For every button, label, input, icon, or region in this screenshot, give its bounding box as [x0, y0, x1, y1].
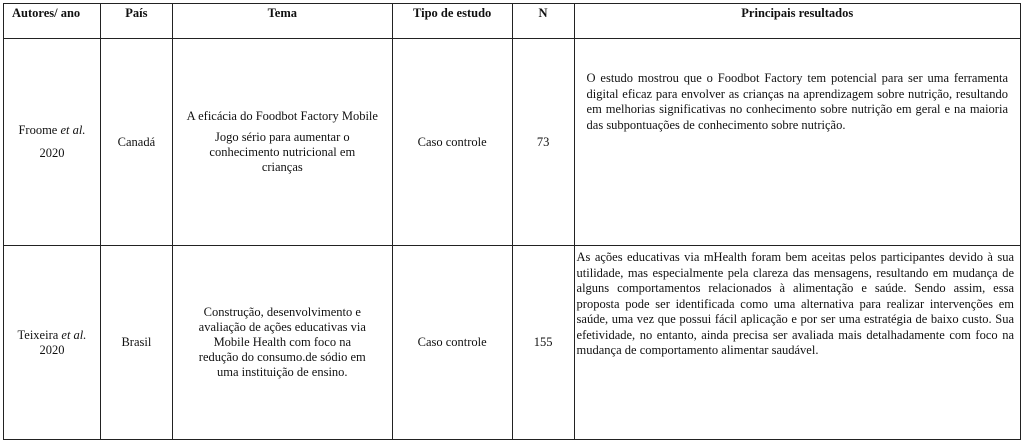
- header-study-type: Tipo de estudo: [392, 4, 512, 39]
- author-year-cell: [4, 246, 101, 440]
- header-main-results: Principais resultados: [574, 4, 1020, 39]
- et-al: et al.: [60, 123, 86, 137]
- author-year-cell: [4, 39, 101, 246]
- results-cell: As ações educativas via mHealth foram bem aceitas pelos participantes devido à sua utilidade, mas especialmente pela clareza das mensagens, resultando em mudança de alguns comportamentos relacionados à alimentação e saúde. Sendo assim, essa proposta pode ser identificada como uma alternativa para realizar intervenções em saúde, uma vez que possui fácil aplicação e por ser uma estratégia de baixo custo. Sua efetividade, no entanto, ainda precisa ser avaliada mais detalhadamente com foco na mudança de comportamento alimentar saudável.: [574, 246, 1020, 440]
- header-n: N: [512, 4, 574, 39]
- header-row: [4, 4, 1021, 39]
- studies-table: [3, 3, 1021, 440]
- theme-cell: [172, 246, 392, 440]
- header-theme: Tema: [172, 4, 392, 39]
- country-cell: Canadá: [100, 39, 172, 246]
- theme-subtitle: Jogo sério para aumentar o conhecimento nutricional em crianças: [209, 130, 356, 174]
- author-name: Teixeira: [17, 327, 59, 342]
- sample-size-cell: 155: [512, 246, 574, 440]
- study-type-cell: Caso controle: [392, 246, 512, 440]
- table-row: [4, 39, 1021, 246]
- year: 2020: [39, 146, 65, 160]
- author-line: [8, 123, 96, 138]
- et-al: et al.: [61, 327, 87, 342]
- theme-title: A eficácia do Foodbot Factory Mobile: [186, 109, 378, 123]
- year: 2020: [39, 342, 65, 357]
- header-authors-year: Autores/ ano: [4, 4, 101, 39]
- study-type-cell: Caso controle: [392, 39, 512, 246]
- country-cell: Brasil: [100, 246, 172, 440]
- theme-cell: [172, 39, 392, 246]
- sample-size-cell: 73: [512, 39, 574, 246]
- results-cell: O estudo mostrou que o Foodbot Factory tem potencial para ser uma ferramenta digital eficaz para envolver as crianças na aprendizagem sobre nutrição, resultando em melhorias significativas no conhecimento sobre nutrição em geral e na maioria das subpontuações de conhecimento sobre nutrição.: [574, 39, 1020, 246]
- author-name: Froome: [18, 123, 58, 137]
- theme-title: Construção, desenvolvimento e avaliação de ações educativas via Mobile Health com foco na redução do consumo.de sódio em uma instituição de ensino.: [198, 305, 366, 379]
- table-row: [4, 246, 1021, 440]
- author-line: [8, 328, 96, 343]
- header-country: País: [100, 4, 172, 39]
